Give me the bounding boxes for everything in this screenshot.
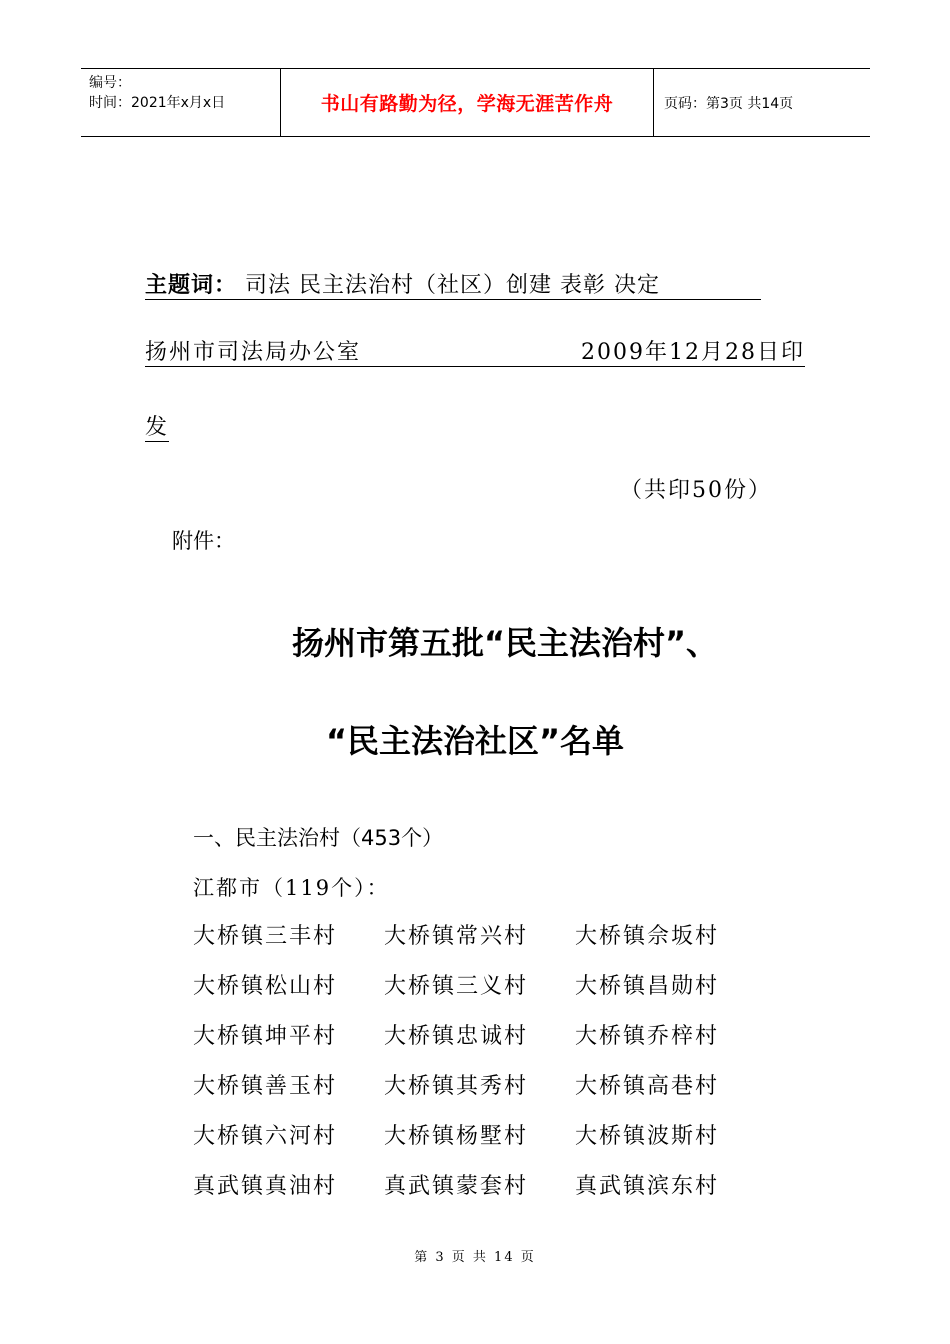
subject-line — [145, 268, 761, 300]
header-motto: 书山有路勤为径，学海无涯苦作舟 — [281, 69, 654, 136]
issue-tail: 发 — [145, 410, 169, 442]
list-item: 真武镇真油村 — [193, 1174, 338, 1199]
page-footer: 第 3 页 共 14 页 — [414, 1250, 536, 1265]
issue-date: 2009年12月28日印 — [581, 340, 805, 365]
page-header — [81, 68, 870, 137]
subject-terms: 司法 民主法治村（社区）创建 表彰 决定 — [237, 273, 660, 298]
document-title-line1: 扬州市第五批“民主法治村”、 — [291, 624, 719, 662]
list-item: 大桥镇常兴村 — [384, 924, 529, 949]
village-list — [193, 922, 766, 1202]
list-item: 大桥镇佘坂村 — [575, 924, 720, 949]
copies-count: （共印50份） — [620, 478, 772, 503]
list-item: 大桥镇波斯村 — [575, 1124, 720, 1149]
time-label: 时间：2021年x月x日 — [89, 95, 226, 111]
header-page-info: 页码：第3页 共14页 — [664, 95, 794, 112]
section-heading: 一、民主法治村（453个） — [193, 826, 444, 850]
list-item: 大桥镇六河村 — [193, 1124, 338, 1149]
list-item: 大桥镇忠诚村 — [384, 1024, 529, 1049]
list-item: 大桥镇松山村 — [193, 974, 338, 999]
list-item: 大桥镇杨墅村 — [384, 1124, 529, 1149]
list-item: 真武镇滨东村 — [575, 1174, 720, 1199]
list-item: 大桥镇昌勋村 — [575, 974, 720, 999]
document-title-line2: “民主法治社区”名单 — [325, 722, 625, 760]
city-heading: 江都市（119个）： — [193, 876, 390, 900]
subject-label: 主题词： — [145, 273, 238, 298]
list-item: 大桥镇其秀村 — [384, 1074, 529, 1099]
attachment-label: 附件： — [172, 529, 235, 553]
list-item: 大桥镇坤平村 — [193, 1024, 338, 1049]
number-label: 编号： — [89, 75, 131, 91]
list-item: 大桥镇三丰村 — [193, 924, 338, 949]
header-meta — [81, 69, 281, 136]
list-item: 大桥镇高巷村 — [575, 1074, 720, 1099]
list-item: 大桥镇三义村 — [384, 974, 529, 999]
list-item: 大桥镇乔梓村 — [575, 1024, 720, 1049]
list-item: 真武镇蒙套村 — [384, 1174, 529, 1199]
issuer-line — [145, 335, 805, 367]
issuer-office: 扬州市司法局办公室 — [145, 340, 362, 365]
list-item: 大桥镇善玉村 — [193, 1074, 338, 1099]
